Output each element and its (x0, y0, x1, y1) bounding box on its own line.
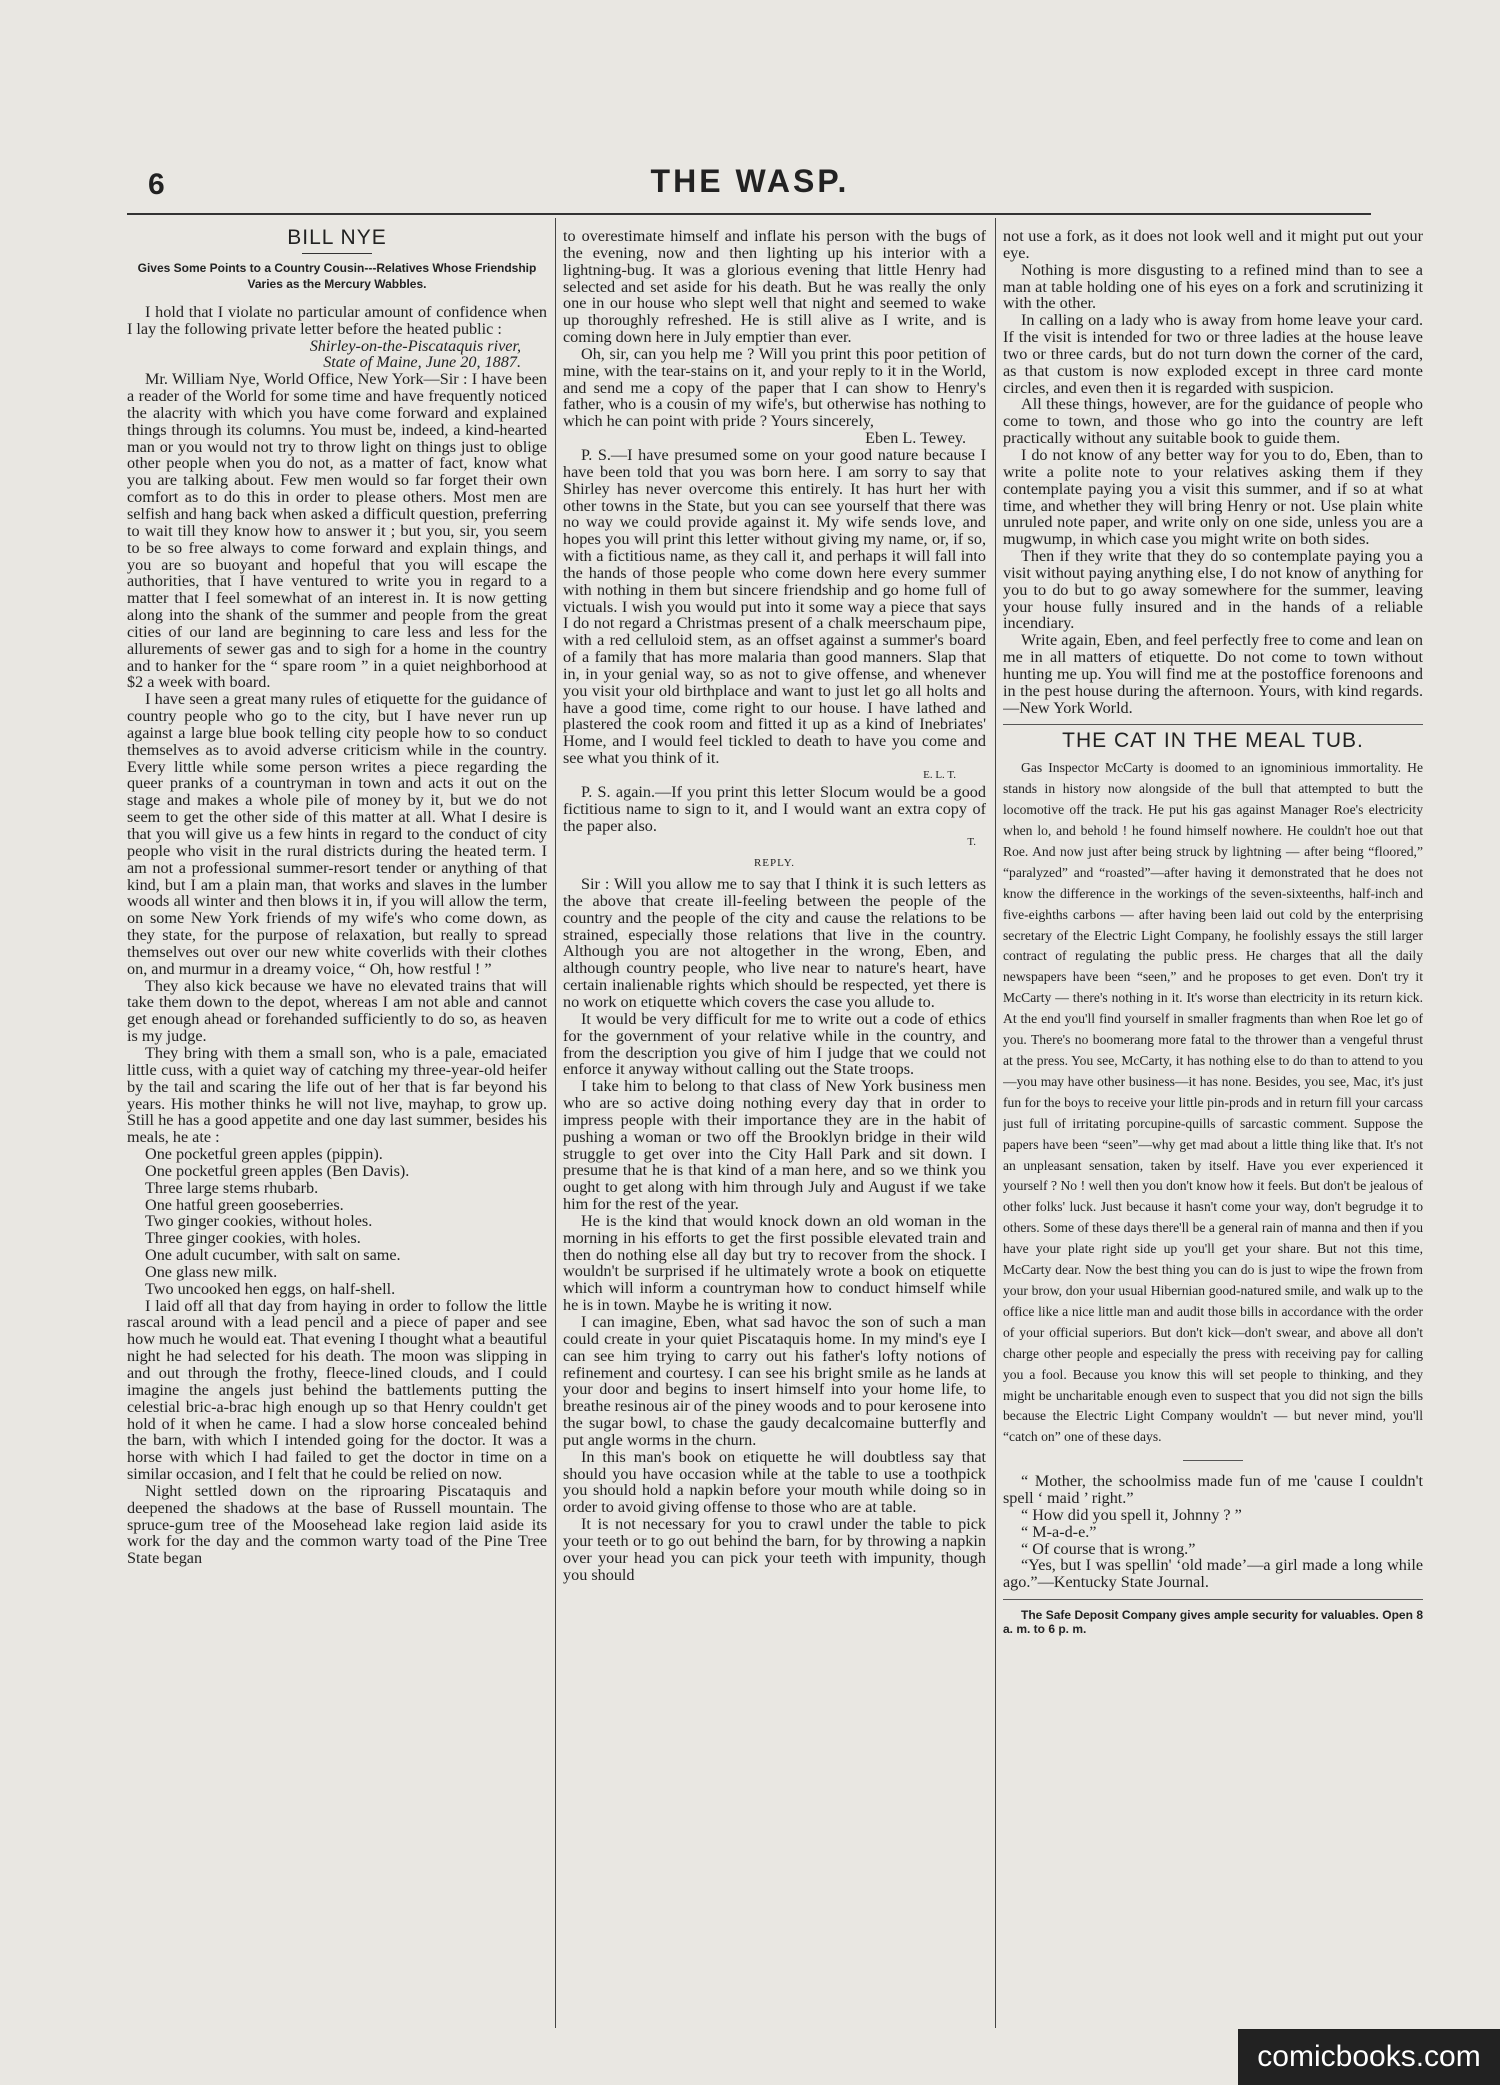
list-item: One pocketful green apples (pippin). (145, 1145, 383, 1164)
article-separator (1183, 1460, 1243, 1461)
column-1 (127, 228, 547, 2028)
list-item: One glass new milk. (145, 1262, 278, 1281)
paragraph: He is the kind that would knock down an old woman in the morning in his efforts to get the first possible elevated train and then do nothing else all day but try to recover from the shock. I wouldn't be surprised if he ultimately wrote a book on etiquette which will inform a countryman how to conduct himself while he is in town. Maybe he is writing it now. (563, 1211, 986, 1315)
list-item: One hatful green gooseberries. (145, 1195, 344, 1214)
paragraph: I laid off all that day from haying in order to follow the little rascal around with a lead pencil and a piece of paper and see how much he would eat. That evening I thought what a beautiful night he had selected for his death. The moon was slipping in and out through the frothy, fleece-lined clouds, and I could imagine the angels just behind the battlements putting the celestial bric-a-brac high enough up so that Henry couldn't get hold of it when he came. I had a slow horse concealed behind the barn, with which I intended going for the doctor. It was a horse with which I had failed to get the doctor in time on a similar occasion, and I felt that he could be relied on now. (127, 1296, 547, 1484)
paragraph: P. S.—I have presumed some on your good nature because I have been told that you was born here. I am sorry to say that Shirley has never overcome this entirely. It has hurt her with other towns in the State, but you can see yourself that there was no way we could provide against it. My wife sends love, and hopes you will print this letter without giving my name, or, if so, with a fictitious name, as they call it, and perhaps it will fall into the hands of those people who come down here every summer with nothing in them but sincere friendship and go home full of victuals. I wish you would put into it some way a piece that says I do not regard a Christmas present of a chalk meerschaum pipe, with a red celluloid stem, as an offset against a summer's board of a family that has more malaria than good manners. Slap that in, in your genial way, so as not to give offense, and whenever you visit your old birthplace and want to just let go all holts and have a good time, come right to our house. I have lathed and plastered the cook room and fitted it up as a kind of Inebriates' Home, and I would feel tickled to death to have you come and see what you think of it. (563, 445, 986, 768)
paragraph: I take him to belong to that class of New York business men who are so active doing nothing every day that in order to impress people with their importance they are in the habit of pushing a woman or two off the Brooklyn bridge in their wild struggle to get over into the City Hall Park and sit down. I presume that he is that kind of a man here, and so we think you ought to get along with him through July and August if we take him for the rest of the year. (563, 1077, 986, 1214)
notice: The Safe Deposit Company gives ample security for valuables. Open 8 a. m. to 6 p. m. (1003, 1608, 1423, 1637)
paragraph: It would be very difficult for me to write out a code of ethics for the government of your relative while in the country, and from the description you give of him I judge that we could not enforce it anyway without calling out the State troops. (563, 1009, 986, 1079)
article-separator (1003, 1599, 1423, 1600)
list-item: Two uncooked hen eggs, on half-shell. (145, 1279, 396, 1298)
list-item: Two ginger cookies, without holes. (145, 1212, 373, 1231)
dateline: Shirley-on-the-Piscataquis river, (309, 336, 521, 355)
header-rule (127, 213, 1371, 215)
article-deck: Gives Some Points to a Country Cousin---Relatives Whose Friendship Varies as the Mercury Wabbles. (137, 260, 537, 291)
list-item: One pocketful green apples (Ben Davis). (145, 1161, 410, 1180)
signature: Eben L. Tewey. (865, 429, 966, 448)
paragraph: In calling on a lady who is away from home leave your card. If the visit is intended for two or three ladies at the house leave two or three cards, but do not turn down the corner of the card, as that custom is now exploded except in three card monte circles, and even then it is regarded with suspicion. (1003, 311, 1423, 397)
paragraph: Mr. William Nye, World Office, New York—Sir : I have been a reader of the World for some time and have frequently noticed the alacrity with which you have come forward and explained things through its columns. You must be, indeed, a kind-hearted man or you would not try to throw light on things just to oblige other people when you do not, as a matter of fact, know what you are talking about. Few men would so far forget their own comfort as to do this in order to please others. Most men are selfish and hang back when asked a difficult question, preferring to wait till they know how to answer it ; but you, sir, you seem to be so free always to come forward and explain things, and you are so buoyant and hopeful that you will escape the authorities, that I have ventured to write you in regard to a matter that I feel somewhat of an interest in. It is now getting along into the shank of the summer and people from the great cities of our land are beginning to care less and less for the allurements of sewer gas and to sigh for a home in the country and to hanker for the “ spare room ” in a quiet neighborhood at $2 a week with board. (127, 370, 547, 692)
paragraph: It is not necessary for you to crawl under the table to pick your teeth or to go out behind the barn, for by throwing a napkin over your head you can pick your teeth with impunity, though you should (563, 1515, 986, 1584)
paragraph: Write again, Eben, and feel perfectly free to come and lean on me in all matters of etiquette. Do not come to town without hunting me up. You will find me at the postoffice forenoons and in the pest house during the afternoon. Yours, with kind regards.—New York World. (1003, 631, 1423, 717)
column-divider (555, 218, 556, 2028)
paragraph: Nothing is more disgusting to a refined mind than to see a man at table holding one of his eyes on a fork and scrutinizing it with the other. (1003, 260, 1423, 313)
dateline: State of Maine, June 20, 1887. (323, 353, 521, 372)
paragraph: I do not know of any better way for you to do, Eben, than to write a polite note to your relatives asking them if they contemplate paying you a visit this summer, and if so at what time, and whether they will bring Henry or not. Use plain white unruled note paper, and write only on one side, unless you are a mugwump, in which case you might write on both sides. (1003, 445, 1423, 549)
paragraph: I can imagine, Eben, what sad havoc the son of such a man could create in your quiet Piscataquis home. In my mind's eye I can see him trying to carry out his father's lofty notions of refinement and courtesy. I can see his bright smile as he lands at your door and begins to insert himself into your home life, to breathe resinous air of the piney woods and to pour kerosene into the sugar bowl, to chase the gaudy decalcomaine butterfly and put angle worms in the churn. (563, 1313, 986, 1449)
paragraph: I have seen a great many rules of etiquette for the guidance of country people who go to the city, but I have never run up against a large blue book telling city people how to so conduct themselves as to avoid adverse criticism while in the country. Every little while some person writes a piece regarding the queer pranks of a countryman in town and acts it out on the stage and makes a whole pile of money by it, but we do not seem to get the other side of this matter at all. What I desire is that you will give us a few hints in regard to the conduct of city people who visit in the rural districts during the heated term. I am not a professional summer-resort tender or anything of that kind, but I am a plain man, that works and slaves in the lumber woods all winter and then blows it in, if you will allow the term, on some New York friends of my wife's who come down, as they state, for the purpose of relaxation, but really to spread themselves out over our new white coverlids with their clothes on, and murmur in a dreamy voice, “ Oh, how restful ! ” (127, 690, 547, 978)
site-watermark: comicbooks.com (1238, 2029, 1500, 2085)
list-item: Three large stems rhubarb. (145, 1178, 319, 1197)
paragraph: to overestimate himself and inflate his person with the bugs of the evening, now and then lighting up his interior with a lightning-bug. It was a glorious evening that little Henry had selected and set aside for his death. But he was really the only one in our house who slept well that night and seemed to wake up thoroughly refreshed. He is still alive as I write, and is coming down here in July emptier than ever. (563, 228, 986, 347)
paragraph: They also kick because we have no elevated trains that will take them down to the depot, whereas I am not able and cannot get enough ahead or forehanded sufficiently to do so, as heaven is my judge. (127, 976, 547, 1046)
article-separator (1003, 724, 1423, 725)
paragraph: In this man's book on etiquette he will doubtless say that should you have occasion while at the table to use a toothpick you should hold a napkin before your mouth while doing so in order to avoid giving offense to those who are at table. (563, 1447, 986, 1517)
article-title: THE CAT IN THE MEAL TUB. (1062, 729, 1364, 753)
reply-heading: REPLY. (753, 857, 796, 870)
initials: E. L. T. (923, 769, 956, 781)
paragraph: P. S. again.—If you print this letter Slocum would be a good fictitious name to sign to it, and I would want an extra copy of the paper also. (563, 782, 986, 835)
masthead: THE WASP. (650, 163, 850, 199)
paragraph: “ M-a-d-e.” (1021, 1522, 1097, 1541)
food-list (127, 1146, 547, 1298)
page-number: 6 (148, 168, 165, 201)
paragraph: Then if they write that they do so contemplate paying you a visit without paying anything else, I do not know of anything for you to do but to go away somewhere for the summer, leaving your house fully insured and in the hands of a reliable incendiary. (1003, 547, 1423, 633)
paragraph: They bring with them a small son, who is a pale, emaciated little cuss, with a quiet way of catching my three-year-old heifer by the tail and scaring the life out of her that is far beyond his years. His mother thinks he will not live, mayhap, to grow up. Still he has a good appetite and one day last summer, besides his meals, he ate : (127, 1043, 547, 1147)
paragraph: “ Of course that is wrong.” (1021, 1539, 1196, 1558)
article-title: BILL NYE (287, 228, 387, 249)
column-3 (1003, 228, 1423, 2028)
paragraph: Oh, sir, can you help me ? Will you print this poor petition of mine, with the tear-stains on it, and your reply to it in the World, and send me a copy of the paper that I can show to Henry's father, who is a cousin of my wife's, but otherwise has nothing to which he can point with pride ? Yours sincerely, (563, 344, 986, 431)
paragraph: “ Mother, the schoolmiss made fun of me 'cause I couldn't spell ‘ maid ’ right.” (1003, 1472, 1423, 1508)
paragraph: Gas Inspector McCarty is doomed to an ignominious immortality. He stands in history now alongside of the bull that attempted to butt the locomotive off the track. He put his gas against Manager Roe's electricity when lo, and behold ! he found himself nowhere. He couldn't hoe out that Roe. And now just after being struck by lightning — after being “floored,” “paralyzed” and “roasted”—after having it demonstrated that he does not know the difference in the workings of the seven-sixteenths, half-inch and five-eighths carbons — after having been laid out cold by the enterprising secretary of the Electric Light Company, he foolishly essays the still larger contract of regulating the public press. He charges that all the daily newspapers have been “seen,” and he proposes to get even. Don't try it McCarty — there's nothing in it. It's worse than electricity in its return kick. At the end you'll find yourself in smaller fragments than when Roe let go of you. There's no boomerang more fatal to the thrower than a vengeful thrust at the press. You see, McCarty, it has nothing else to do than to attend to you—you may have other business—it has none. Besides, you see, Mac, it's just fun for the boys to receive your little pin-prods and in return fill your carcass just full of irritating porcupine-quills of sarcastic comment. Suppose the papers have been “seen”—why get mad about a little thing like that. It's not an unpleasant sensation, taken by itself. Have you ever experienced it yourself ? No ! well then you don't know how it feels. But don't be jealous of other folks' luck. Just because it hasn't come your way, don't begrudge it to others. Some of these days there'll be a general rain of manna and then if you have your plate right side up you'll get your share. But not this time, McCarty dear. Now the best thing you can do is just to wipe the frown from your brow, don your usual Hibernian good-natured smile, and walk up to the office like a nice little man and audit those bills in accordance with the order of your official superiors. But don't kick—don't swear, and above all don't charge other people and especially the press with receiving pay for calling you a fool. Because you know this will set people to thinking, and they might be uncharitable enough even to suspect that you did not sign the bills because the Electric Light Company wouldn't — but never mind, you'll “catch on” one of these days. (1003, 760, 1423, 1445)
paragraph: I hold that I violate no particular amount of confidence when I lay the following private letter before the heated public : (127, 302, 547, 338)
paragraph: “ How did you spell it, Johnny ? ” (1021, 1505, 1242, 1524)
column-divider (995, 218, 996, 2028)
paragraph: not use a fork, as it does not look well and it might put out your eye. (1003, 228, 1423, 262)
column-2 (563, 228, 986, 2028)
paragraph: Sir : Will you allow me to say that I think it is such letters as the above that create ill-feeling between the people of the country and the people of the city and cause the relations to be strained, especially those relations that live in the country. Although you are not altogether in the wrong, Eben, and although country people, who live near to nature's heart, have certain inalienable rights which should be respected, yet there is no work on etiquette which covers the case you allude to. (563, 875, 986, 1011)
list-item: One adult cucumber, with salt on same. (145, 1246, 401, 1265)
paragraph: Night settled down on the riproaring Piscataquis and deepened the shadows at the base of Russell mountain. The spruce-gum tree of the Moosehead lake region laid aside its work for the day and the common warty toad of the Pine Tree State began (127, 1481, 547, 1568)
title-rule (302, 253, 372, 254)
paragraph: “Yes, but I was spellin' ‘old made’—a girl made a long while ago.”—Kentucky State Journal. (1003, 1556, 1423, 1592)
paragraph: All these things, however, are for the guidance of people who come to town, and those who go into the country are left practically without any suitable book to guide them. (1003, 395, 1423, 448)
list-item: Three ginger cookies, with holes. (145, 1229, 361, 1248)
initials: T. (967, 836, 976, 849)
